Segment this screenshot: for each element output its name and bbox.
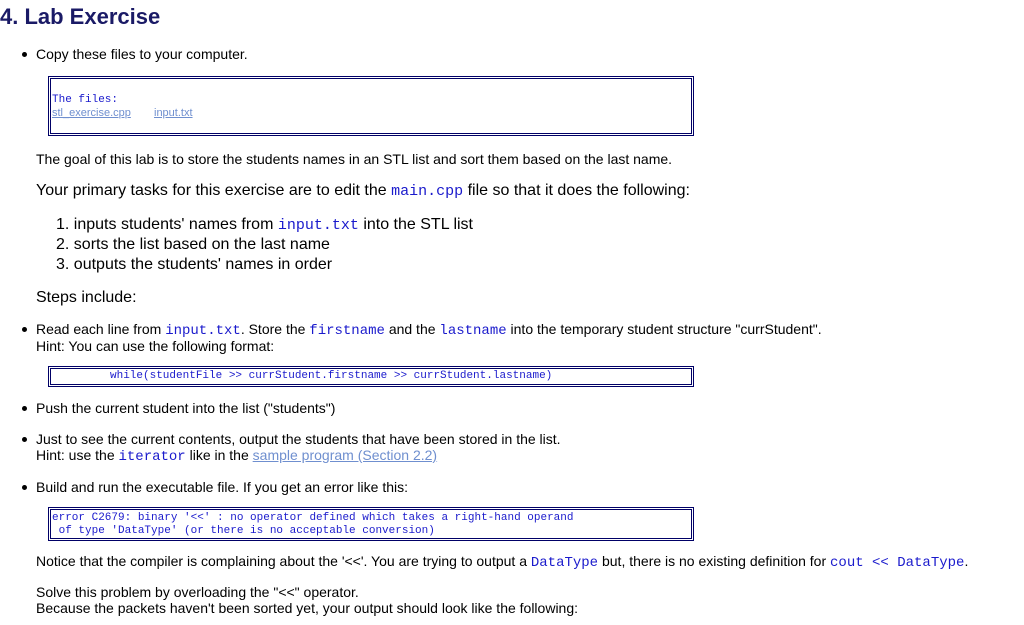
task-item-2 [56, 235, 330, 254]
input-txt-code: input.txt [165, 323, 241, 339]
solve-text: Solve this problem by overloading the "<<" operator. [36, 584, 359, 600]
bullet-dot [22, 52, 27, 57]
files-label: The files: [52, 94, 119, 106]
because-text: Because the packets haven't been sorted yet, your output should look like the following: [36, 600, 579, 616]
code-format-box [48, 366, 694, 387]
input-txt-code: input.txt [277, 217, 359, 234]
step-1-a: Read each line from [36, 321, 162, 337]
goal-text: The goal of this lab is to store the students names in an STL list and sort them based on the last name. [36, 151, 673, 167]
task-item-3 [56, 255, 332, 274]
input-txt-link[interactable]: input.txt [154, 107, 193, 119]
lastname-code: lastname [439, 323, 507, 339]
primary-tasks-text [36, 181, 690, 201]
stl-exercise-link[interactable]: stl_exercise.cpp [52, 107, 131, 119]
step-3-text: Just to see the current contents, output the students that have been stored in the list. [36, 431, 561, 447]
firstname-code: firstname [309, 323, 385, 339]
bullet-dot [22, 485, 27, 490]
error-box [48, 507, 694, 541]
error-line-1: error C2679: binary '<<' : no operator defined which takes a right-hand operand [52, 512, 574, 524]
section-heading: 4. Lab Exercise [0, 4, 161, 29]
step-3-hint-b: like in the [189, 447, 249, 463]
notice-text [36, 553, 968, 572]
task-3-text: outputs the students' names in order [73, 256, 333, 273]
task-item-1 [56, 215, 473, 235]
task-number: 2. [56, 236, 70, 253]
sample-program-link[interactable]: sample program (Section 2.2) [252, 447, 438, 463]
notice-c: . [964, 553, 969, 569]
error-line-2: of type 'DataType' (or there is no acceptable conversion) [52, 525, 435, 537]
primary-before: Your primary tasks for this exercise are to edit the [36, 182, 387, 199]
files-box [48, 76, 694, 136]
notice-a: Notice that the compiler is complaining about the '<<'. You are trying to output a [36, 553, 527, 569]
notice-b: but, there is no existing definition for [601, 553, 827, 569]
cout-datatype-code: cout << DataType [830, 555, 965, 571]
iterator-code: iterator [118, 449, 186, 465]
code-format-line: while(studentFile >> currStudent.firstname >> currStudent.lastname) [110, 370, 553, 382]
step-1-b: . Store the [240, 321, 306, 337]
task-1-before: inputs students' names from [73, 216, 274, 233]
task-1-after: into the STL list [363, 216, 473, 233]
step-1-c: and the [388, 321, 436, 337]
step-1-hint: Hint: You can use the following format: [36, 338, 275, 354]
steps-label: Steps include: [36, 289, 137, 306]
step-1-d: into the temporary student structure "currStudent". [510, 321, 822, 337]
main-cpp-code: main.cpp [391, 183, 464, 200]
step-3-hint-a: Hint: use the [36, 447, 115, 463]
copy-files-text: Copy these files to your computer. [36, 46, 248, 62]
bullet-dot [22, 327, 27, 332]
datatype-code: DataType [530, 555, 599, 571]
task-number: 1. [56, 216, 70, 233]
primary-after: file so that it does the following: [467, 182, 690, 199]
task-2-text: sorts the list based on the last name [73, 236, 330, 253]
step-3-hint [36, 447, 437, 466]
bullet-dot [22, 437, 27, 442]
step-2-text: Push the current student into the list ("students") [36, 400, 336, 416]
bullet-dot [22, 406, 27, 411]
task-number: 3. [56, 256, 70, 273]
step-4-text: Build and run the executable file. If you get an error like this: [36, 479, 408, 495]
